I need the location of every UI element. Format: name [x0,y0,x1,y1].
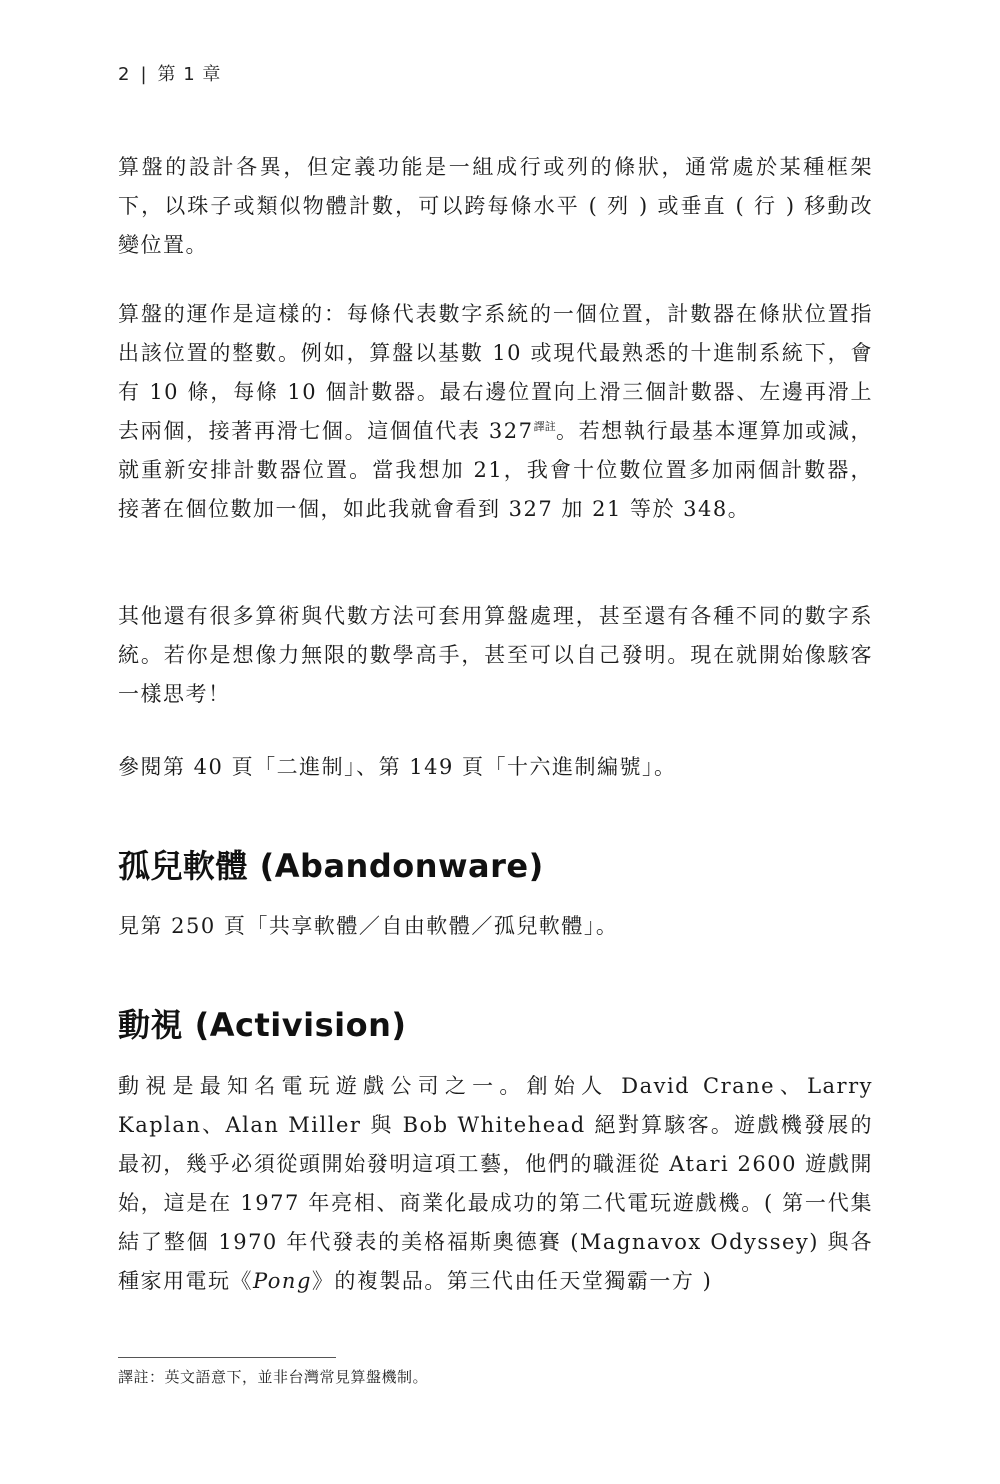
abacus-paragraph-1: 算盤的設計各異，但定義功能是一組成行或列的條狀，通常處於某種框架下，以珠子或類似物體計數，可以跨每條水平 ( 列 ) 或垂直 ( 行 ) 移動改變位置。 [118,155,873,257]
activision-paragraph-start: 動視是最知名電玩遊戲公司之一。創始人 David Crane、Larry Kaplan、Alan Miller 與 Bob Whitehead 絕對算駭客。遊戲機發展的最初，幾乎必須從頭開始發明這項工藝，他們的職涯從 Atari 2600 遊戲開始，這是在 1977 年亮相、商業化最成功的第二代電玩遊戲機。( 第一代集結了整個 1970 年代發表的美格福斯奧德賽 (Magnavox Odyssey) 與各種家用電玩《 [118,1074,873,1293]
abacus-paragraph-2-start: 算盤的運作是這樣的：每條代表數字系統的一個位置，計數器在條狀位置指出該位置的整數。例如，算盤以基數 10 或現代最熟悉的十進制系統下，會有 10 條，每條 10 個計數器。最右邊位置向上滑三個計數器、左邊再滑上去兩個，接著再滑七個。這個值代表 327 [118,302,873,443]
abacus-paragraph-2 [118,295,873,529]
running-head [118,60,221,86]
abacus-see-also: 參閱第 40 頁「二進制」、第 149 頁「十六進制編號」。 [118,755,677,779]
page-number: 2 [118,64,131,85]
activision-heading: 動視 (Activision) [118,1006,407,1044]
translator-note-marker: 譯註 [533,420,556,433]
book-page [118,0,873,1484]
chapter-label: 第 1 章 [157,64,222,85]
abandonware-see-reference: 見第 250 頁「共享軟體／自由軟體／孤兒軟體」。 [118,914,619,938]
abandonware-heading: 孤兒軟體 (Abandonware) [118,847,544,885]
abacus-paragraph-3: 其他還有很多算術與代數方法可套用算盤處理，甚至還有各種不同的數字系統。若你是想像力無限的數學高手，甚至可以自己發明。現在就開始像駭客一樣思考！ [118,604,873,706]
pong-title: Pong [253,1269,312,1293]
activision-paragraph [118,1067,873,1301]
footnote-rule [118,1357,336,1358]
running-head-separator: | [140,64,148,85]
translator-footnote: 譯註：英文語意下，並非台灣常見算盤機制。 [118,1368,429,1386]
abacus-paragraph-2-end: 。若想執行最基本運算加或減，就重新安排計數器位置。當我想加 21，我會十位數位置多加兩個計數器，接著在個位數加一個，如此我就會看到 327 加 21 等於 348。 [118,419,873,521]
activision-paragraph-end: 》的複製品。第三代由任天堂獨霸一方 ) [311,1269,713,1293]
